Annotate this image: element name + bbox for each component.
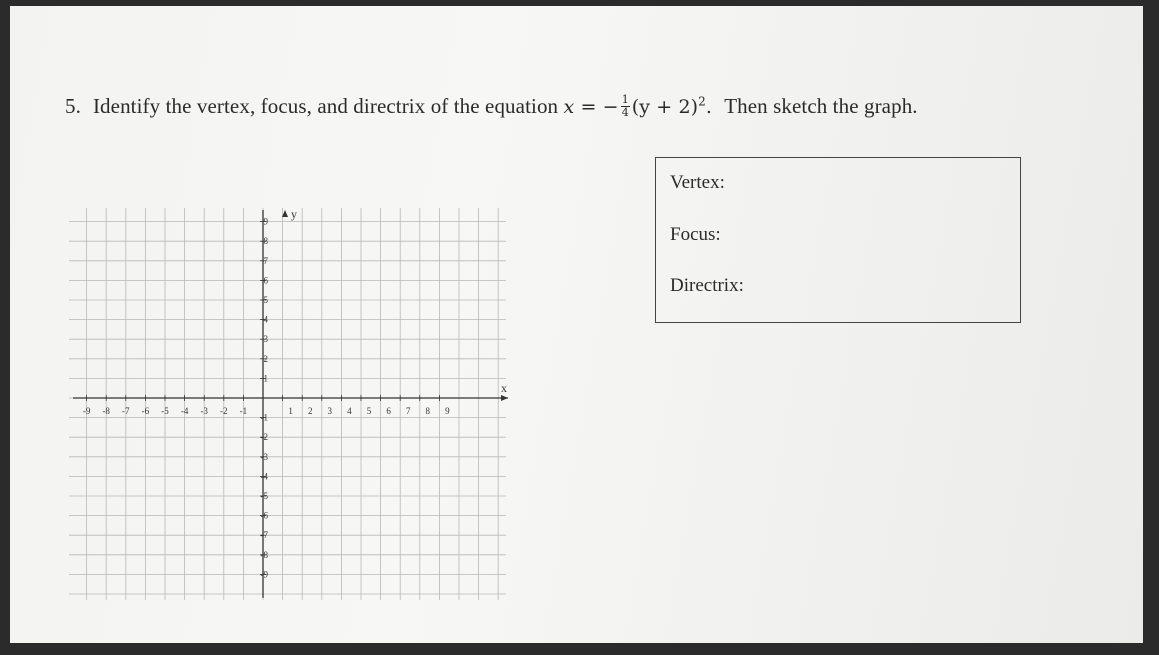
y-tick-label: 3 <box>263 334 268 345</box>
x-tick-label: -1 <box>239 406 248 416</box>
x-tick-label: -5 <box>161 406 169 416</box>
x-tick-label: -8 <box>102 406 110 416</box>
y-tick-label: 5 <box>263 295 268 305</box>
vertex-label: Vertex: <box>670 172 725 193</box>
x-axis-label: x <box>501 381 508 395</box>
x-tick-label: -2 <box>220 406 228 416</box>
y-tick-label: -3 <box>260 451 268 462</box>
tick-labels <box>83 207 507 579</box>
equation-minus: − <box>602 96 619 118</box>
x-tick-label: 3 <box>327 406 333 416</box>
y-tick-label: 8 <box>263 236 268 247</box>
y-axis-label: y <box>291 207 297 221</box>
y-tick-label: 9 <box>263 216 268 227</box>
y-tick-label: -4 <box>260 471 268 482</box>
x-tick-label: -9 <box>82 406 91 416</box>
y-tick-label: -6 <box>260 510 268 521</box>
question-prompt: Identify the vertex, focus, and directrix of the equation <box>92 94 559 118</box>
x-tick-label: 4 <box>347 406 352 416</box>
y-tick-label: -9 <box>260 569 268 580</box>
x-axis-arrow-icon <box>501 395 508 401</box>
axes <box>73 210 508 598</box>
grid-lines <box>69 208 506 600</box>
equation-exponent: 2 <box>698 94 706 109</box>
y-tick-label: -2 <box>260 432 268 443</box>
x-tick-label: 5 <box>366 406 372 416</box>
y-tick-label: -5 <box>260 491 268 501</box>
directrix-label: Directrix: <box>670 275 744 296</box>
x-tick-label: -3 <box>200 406 208 416</box>
x-tick-label: 8 <box>425 406 431 416</box>
x-tick-label: -7 <box>122 406 130 416</box>
question-number: 5. <box>65 94 81 118</box>
equation-variable: x <box>563 96 575 118</box>
x-tick-label: 2 <box>307 406 313 416</box>
fraction-numerator: 1 <box>621 92 629 106</box>
coordinate-grid <box>10 6 1143 643</box>
y-tick-label: -1 <box>260 412 268 423</box>
fraction-denominator: 4 <box>621 105 629 119</box>
equation-body: (y + 2) <box>631 96 699 118</box>
y-tick-label: 1 <box>263 373 268 384</box>
equation-equals: = <box>580 96 597 118</box>
x-tick-label: 9 <box>445 406 450 416</box>
y-tick-label: -7 <box>260 530 268 541</box>
worksheet-page <box>10 6 1143 643</box>
y-tick-label: 2 <box>263 353 268 364</box>
y-tick-label: 7 <box>263 255 268 266</box>
y-tick-label: 4 <box>263 314 268 325</box>
focus-label: Focus: <box>670 224 721 245</box>
x-tick-label: 7 <box>405 406 411 416</box>
y-tick-label: -8 <box>260 549 268 560</box>
equation-period: . <box>705 96 713 118</box>
x-tick-label: 1 <box>288 406 293 416</box>
question-tail: Then sketch the graph. <box>724 94 918 118</box>
x-tick-label: -4 <box>180 406 189 416</box>
y-tick-label: 6 <box>263 275 268 286</box>
x-tick-label: -6 <box>141 406 150 416</box>
x-tick-label: 6 <box>386 406 391 416</box>
